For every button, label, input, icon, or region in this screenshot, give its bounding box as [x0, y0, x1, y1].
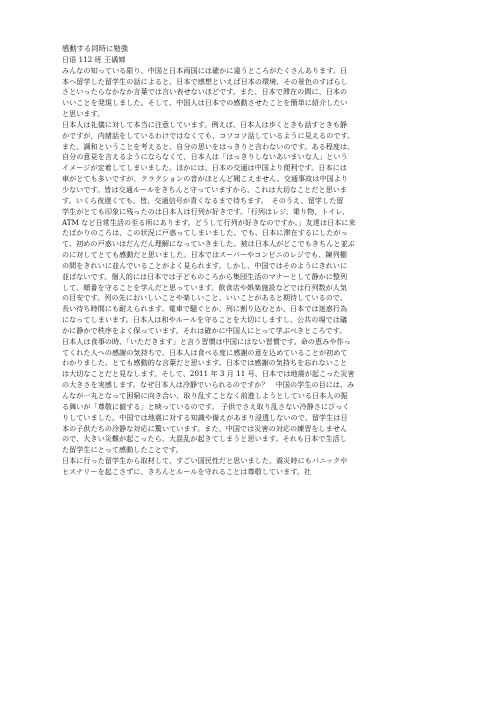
- text-line: かに静かで秩序をよく保っています。それは確かに中国人にとって学ぶべきところです。: [62, 325, 347, 335]
- text-line: る舞いが「尊敬に値する」と映っているのです。 子供でさえ取り乱さない冷静さにびっく: [62, 401, 350, 411]
- text-line: た留学生にとって感動したことです。: [62, 445, 183, 455]
- text-line: して、順番を守ることを学んだと思っています。飲食店や娯楽施設などでは行列数が人気: [62, 282, 348, 292]
- document-title: 感動する同時に勉強: [62, 44, 129, 53]
- text-line: また、調和ということを考えると、自分の思いをはっきりと言わないのです。ある程度は、: [62, 141, 355, 151]
- text-line: んなが一丸となって困窮に向き合い、取り乱すことなく前進しようとしている日本人の振: [62, 391, 348, 400]
- text-line: のに対してとても感動だと思いました。日本ではスーパーやコンビニのレジでも、陳列棚: [62, 250, 347, 260]
- text-line: て、初めの戸惑いはだんだん理解になっていきました。被は日本人がどこでもきちんと並ぶ: [62, 239, 355, 249]
- document-body: [62, 44, 437, 478]
- text-line: と思います。: [62, 109, 105, 119]
- text-line: 自分の意見を言えるようにならなくて、日本人は「はっきりしないあいまいな人」という: [62, 152, 348, 162]
- text-line: ので、大きい災難が起こったら、大混乱が起きてしまうと思います。それも日本で生活し: [62, 434, 347, 444]
- text-line: みんなの知っている限り、中国と日本両国には確かに違うところがたくさんあります。日: [62, 65, 348, 75]
- text-line: 本の子供たちの冷静な対応に驚いています。また、中国では災害の対応の練習をしません: [62, 423, 348, 433]
- text-line: たばかりのころは、この状況に戸惑ってしまいました。でも、日本に滞在するにしたがっ: [62, 228, 348, 238]
- text-line: す。いくら夜遅くても、皆、交通信号が青くなるまで待ちます。 そのうえ、留学した留: [62, 195, 344, 205]
- text-line: りしていました。中国では地震に対する知識や備えがあまり浸透しないので、留学生は日: [62, 412, 348, 422]
- document-author: 日语 112 班 王谲婵: [62, 54, 126, 64]
- text-line: さといったらなかなか言葉では言い表せないほどです。また、日本で滞在の間に、日本の: [62, 87, 348, 97]
- text-line: 学生がとても印象に残ったのは日本人は行列が好きです。「行列はレジ、乗り物、トイレ、: [62, 206, 350, 216]
- text-line: になってしまいます。日本人は和やルールを守ることを大切にしますし、公共の場では礒: [62, 315, 348, 325]
- text-line: わかりました。とても感動的な言葉だと思います。日本では感謝の気持ちを忘れないこと: [62, 358, 348, 368]
- text-line: いいことを発現しました。そして、中国人は日本での感動させたことを簡単に紹介したい: [62, 98, 348, 108]
- text-line: ヒステリーを起こさずに、きちんとルールを守れることは尊敬しています。社: [62, 466, 312, 476]
- text-line: 本へ留学した留学生の話によると、日本で感想といえば日本の環境、その景色のすばらし: [62, 76, 348, 86]
- text-line: 日本人は礼儀に対して本当に注意しています。例えば、日本人は歩くときも話すときも静: [62, 119, 348, 129]
- text-line: ATM など日常生活の至る所にあります。どうして行列が好きなのですか。」友達は日本に来: [62, 217, 356, 227]
- text-line: 日本人は食事の時、「いただきます」と言う習慣は中国にはない習慣です。命の恵みや作っ: [62, 336, 351, 346]
- text-line: 少ないです。皆は交通ルールをきちんと守っていますから、これは大切なことだと思いま: [62, 184, 348, 194]
- text-line: イメージが定着してしまいました。ほかには、日本の交通は中国より便利です。日本には: [62, 163, 347, 173]
- text-line: 日本に行った留学生から取材して、すごい国民性だと思いました。震災時にもパニックや: [62, 456, 348, 466]
- text-line: の間をきれいに並んでいることがよく見られます。しかし、中国ではそのようにきれいに: [62, 260, 348, 270]
- text-line: の大きさを実感します。なぜ日本人は冷静でいられるのですか？ 中国の学生の目には、み: [62, 380, 355, 390]
- text-line: 車がとても多いですが、クラクションの音がほとんど聞こえません。交通事故は中国より: [62, 174, 349, 184]
- text-line: は大切なことだと見なします。そして、2011 年 3 月 11 号、日本では地震が起こった災害: [62, 369, 355, 379]
- text-line: の目安です。列の先においしいことや楽しいこと、いいことがあると期待しているので、: [62, 293, 348, 303]
- text-line: かですが，内緒話をしているわけではなくても、コソコソ話しているように見えるのです。: [62, 130, 355, 140]
- text-line: てくれた人への感謝の気持ちで、日本人は食べる度に感謝の意を込めていることが初めて: [62, 347, 348, 357]
- text-line: 長い待ち時間にも耐えられます。電車で騒ぐとか、列に割り込むとか、日本では迷惑行為: [62, 304, 348, 314]
- text-line: 並ばないです。個人的には日本では子どものころから集団生活のマナーとして静かに整列: [62, 271, 348, 281]
